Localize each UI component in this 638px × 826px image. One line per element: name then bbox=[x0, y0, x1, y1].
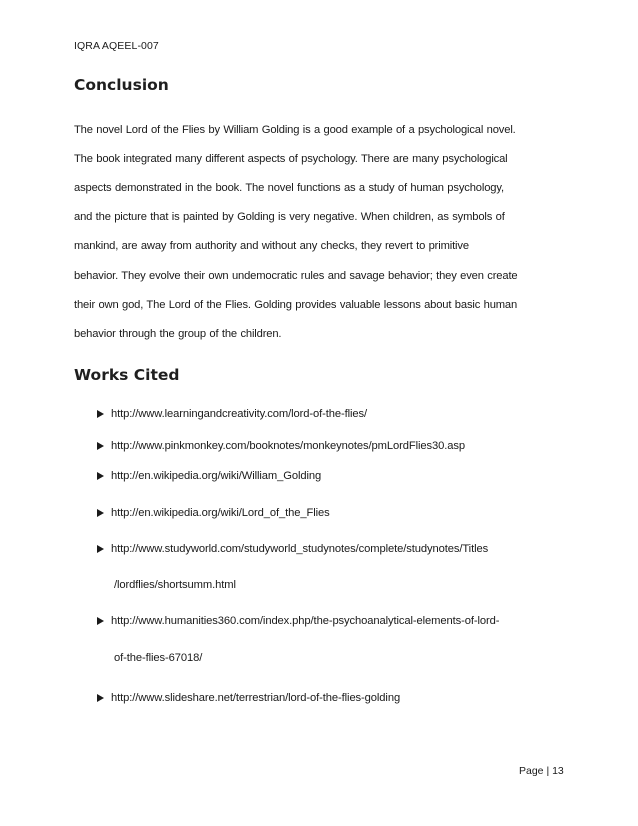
works-cited-heading: Works Cited bbox=[74, 366, 180, 384]
page-number: Page | 13 bbox=[519, 765, 564, 777]
citation-item bbox=[97, 408, 367, 420]
citation-link[interactable]: http://en.wikipedia.org/wiki/William_Golding bbox=[111, 470, 322, 482]
arrow-bullet-icon bbox=[97, 694, 104, 702]
conclusion-heading: Conclusion bbox=[74, 76, 169, 94]
citation-link[interactable]: http://www.studyworld.com/studyworld_studynotes/complete/studynotes/Titles bbox=[111, 543, 489, 555]
citation-link[interactable]: http://www.slideshare.net/terrestrian/lord-of-the-flies-golding bbox=[111, 692, 401, 704]
paragraph-line: behavior through the group of the children. bbox=[74, 328, 282, 340]
arrow-bullet-icon bbox=[97, 617, 104, 625]
citation-item bbox=[97, 543, 488, 555]
citation-link[interactable]: http://www.humanities360.com/index.php/the-psychoanalytical-elements-of-lord- bbox=[111, 615, 500, 627]
paragraph-line: The novel Lord of the Flies by William Golding is a good example of a psychological novel. bbox=[74, 124, 516, 136]
citation-link[interactable]: http://www.learningandcreativity.com/lord-of-the-flies/ bbox=[111, 408, 368, 420]
citation-item bbox=[97, 692, 400, 704]
arrow-bullet-icon bbox=[97, 472, 104, 480]
citation-continuation[interactable]: /lordflies/shortsumm.html bbox=[114, 579, 236, 591]
citation-item bbox=[97, 507, 330, 519]
paragraph-line: mankind, are away from authority and without any checks, they revert to primitive bbox=[74, 240, 469, 252]
paragraph-line: and the picture that is painted by Golding is very negative. When children, as symbols of bbox=[74, 211, 505, 223]
arrow-bullet-icon bbox=[97, 509, 104, 517]
citation-item bbox=[97, 615, 499, 627]
arrow-bullet-icon bbox=[97, 442, 104, 450]
arrow-bullet-icon bbox=[97, 410, 104, 418]
paragraph-line: their own god, The Lord of the Flies. Golding provides valuable lessons about basic human bbox=[74, 299, 518, 311]
paragraph-line: aspects demonstrated in the book. The novel functions as a study of human psychology, bbox=[74, 182, 504, 194]
arrow-bullet-icon bbox=[97, 545, 104, 553]
paragraph-line: The book integrated many different aspects of psychology. There are many psychological bbox=[74, 153, 508, 165]
citation-item bbox=[97, 470, 321, 482]
citation-continuation[interactable]: of-the-flies-67018/ bbox=[114, 652, 203, 664]
citation-link[interactable]: http://en.wikipedia.org/wiki/Lord_of_the_Flies bbox=[111, 507, 330, 519]
citation-link[interactable]: http://www.pinkmonkey.com/booknotes/monkeynotes/pmLordFlies30.asp bbox=[111, 440, 465, 452]
citation-item bbox=[97, 440, 465, 452]
header-doc-id: IQRA AQEEL-007 bbox=[74, 40, 159, 52]
paragraph-line: behavior. They evolve their own undemocratic rules and savage behavior; they even create bbox=[74, 270, 518, 282]
